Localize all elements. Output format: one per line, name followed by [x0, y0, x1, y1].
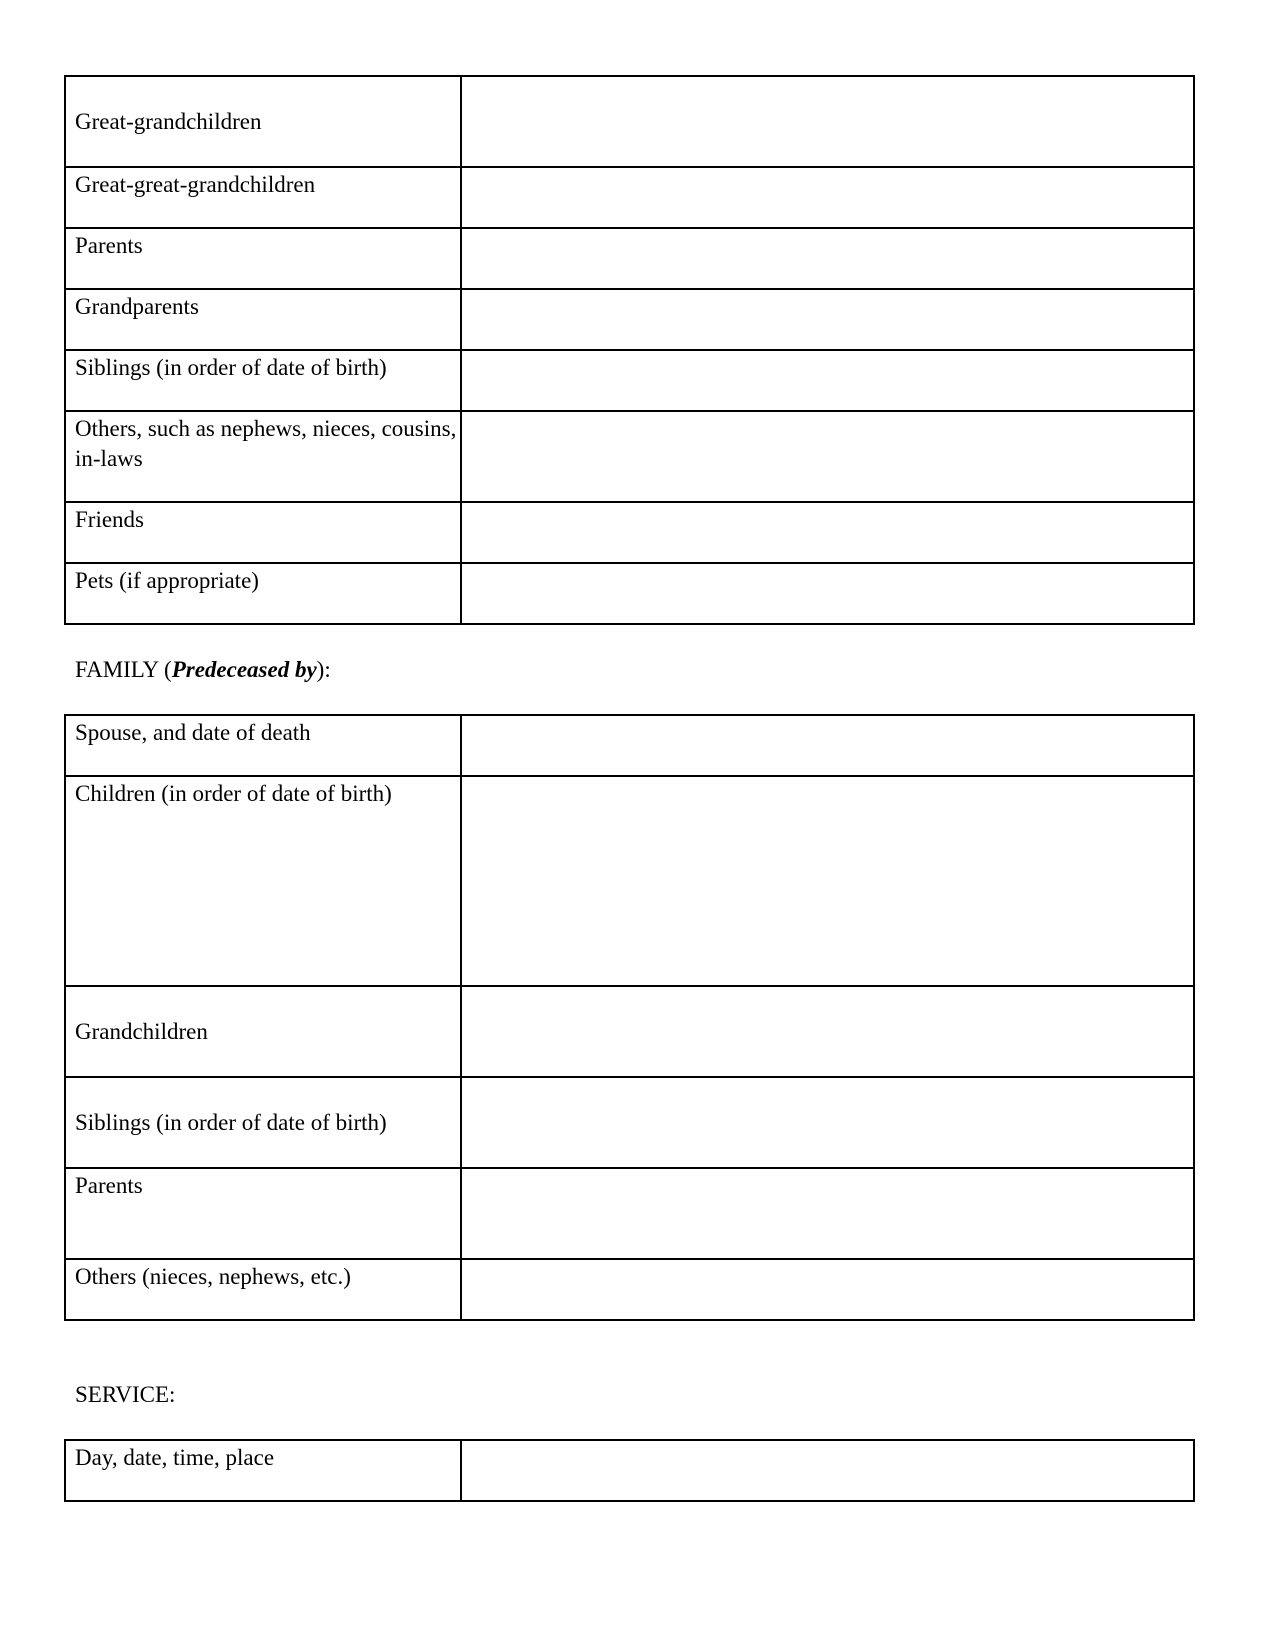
parents-field[interactable]: [461, 1168, 1194, 1259]
row-label: Great-great-grandchildren: [65, 167, 461, 228]
heading-suffix: ):: [316, 657, 331, 682]
grandparents-field[interactable]: [461, 289, 1194, 350]
row-label: Others, such as nephews, nieces, cousins, in-laws: [65, 411, 461, 502]
table-row: [65, 228, 1194, 289]
service-details-field[interactable]: [461, 1440, 1194, 1501]
siblings-field[interactable]: [461, 1077, 1194, 1168]
row-label: Pets (if appropriate): [65, 563, 461, 624]
heading-prefix: FAMILY (: [75, 657, 172, 682]
grandchildren-field[interactable]: [461, 986, 1194, 1077]
table-row: [65, 76, 1194, 167]
row-label: Siblings (in order of date of birth): [65, 350, 461, 411]
parents-field[interactable]: [461, 228, 1194, 289]
table-row: [65, 502, 1194, 563]
table-row: [65, 411, 1194, 502]
heading-emphasis: Predeceased by: [171, 657, 317, 682]
row-label: Grandparents: [65, 289, 461, 350]
table-row: [65, 1440, 1194, 1501]
table-row: [65, 776, 1194, 986]
row-label: Friends: [65, 502, 461, 563]
family-predeceased-heading: [75, 655, 331, 685]
spouse-field[interactable]: [461, 715, 1194, 776]
table-row: [65, 986, 1194, 1077]
service-table: [64, 1439, 1195, 1502]
row-label: Parents: [65, 1168, 461, 1259]
friends-field[interactable]: [461, 502, 1194, 563]
row-label: Spouse, and date of death: [65, 715, 461, 776]
table-row: [65, 1168, 1194, 1259]
others-field[interactable]: [461, 411, 1194, 502]
great-great-grandchildren-field[interactable]: [461, 167, 1194, 228]
row-label: Grandchildren: [65, 986, 461, 1077]
row-label: Parents: [65, 228, 461, 289]
table-row: [65, 1259, 1194, 1320]
row-label: Children (in order of date of birth): [65, 776, 461, 986]
row-label: Day, date, time, place: [65, 1440, 461, 1501]
children-field[interactable]: [461, 776, 1194, 986]
table-row: [65, 1077, 1194, 1168]
row-label: Others (nieces, nephews, etc.): [65, 1259, 461, 1320]
table-row: [65, 563, 1194, 624]
table-row: [65, 167, 1194, 228]
row-label: Siblings (in order of date of birth): [65, 1077, 461, 1168]
pets-field[interactable]: [461, 563, 1194, 624]
table-row: [65, 350, 1194, 411]
others-field[interactable]: [461, 1259, 1194, 1320]
service-heading: SERVICE:: [75, 1382, 176, 1407]
siblings-field[interactable]: [461, 350, 1194, 411]
great-grandchildren-field[interactable]: [461, 76, 1194, 167]
survivors-table: [64, 75, 1195, 625]
row-label: Great-grandchildren: [65, 76, 461, 167]
table-row: [65, 289, 1194, 350]
table-row: [65, 715, 1194, 776]
predeceased-table: [64, 714, 1195, 1321]
